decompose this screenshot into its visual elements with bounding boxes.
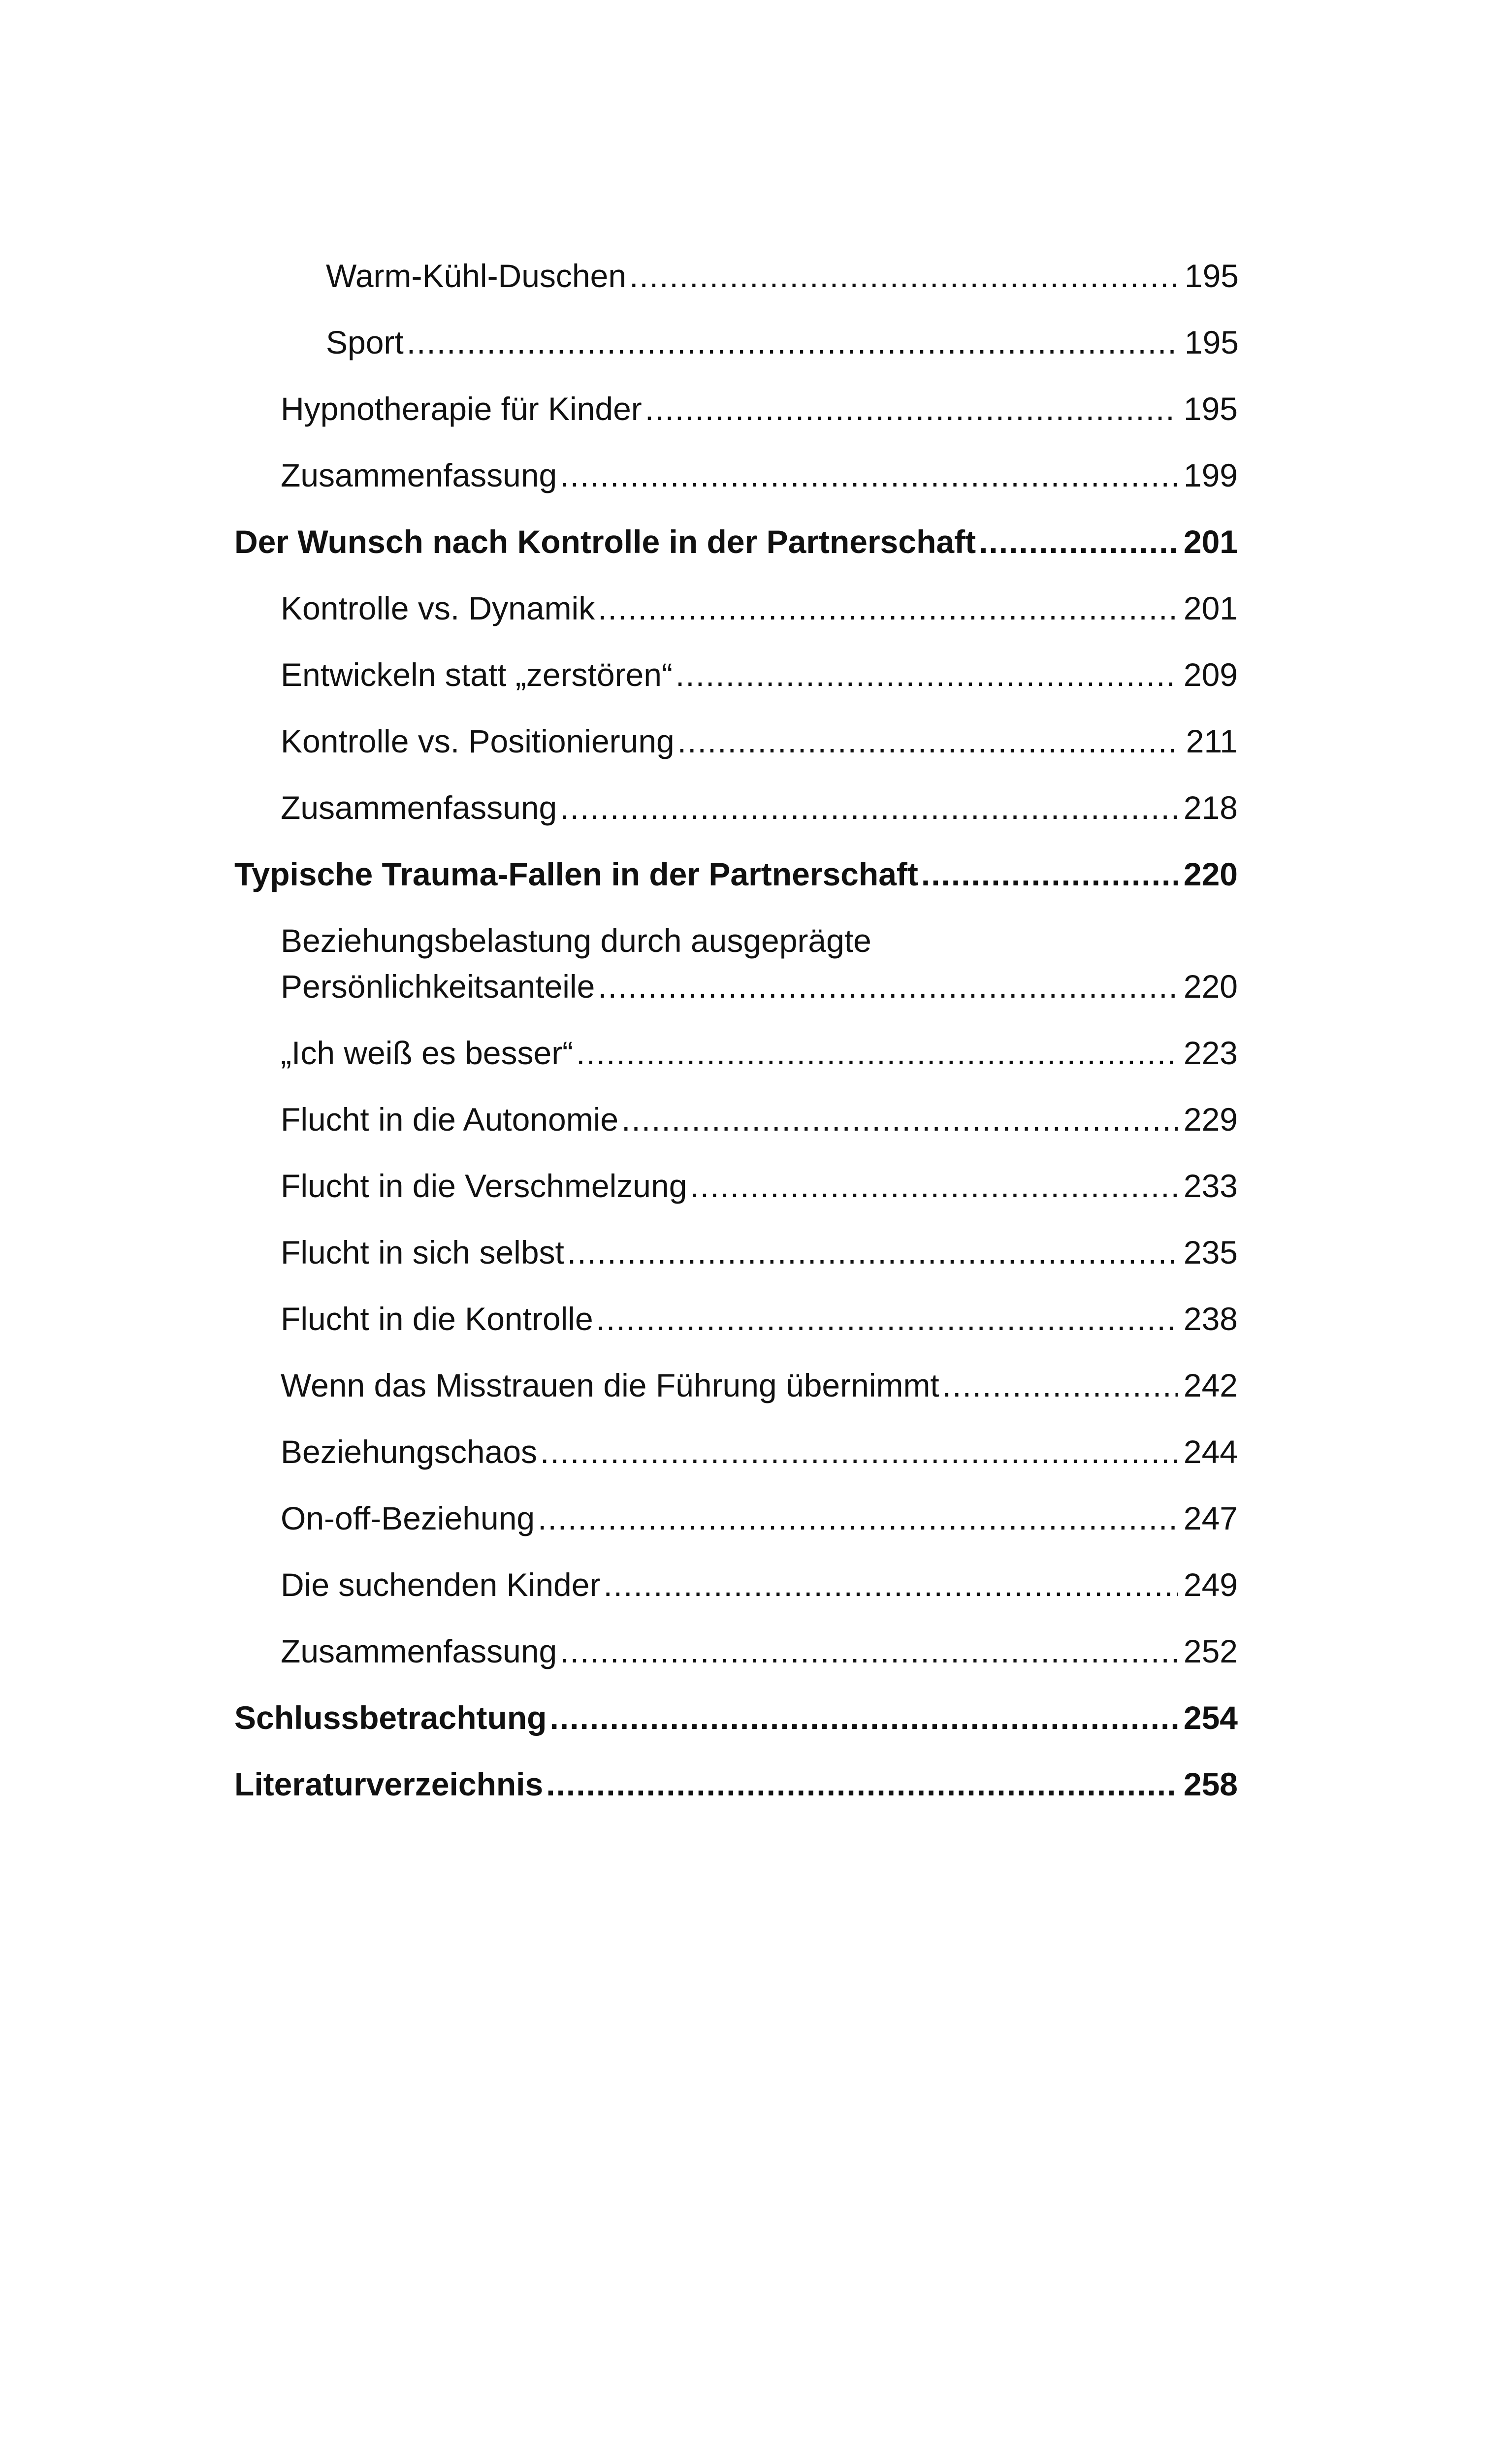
toc-entry-page: 235: [1183, 1234, 1238, 1270]
dot-leader: [676, 655, 1178, 694]
toc-entry-page: 199: [1183, 457, 1238, 493]
toc-entry-page: 211: [1186, 723, 1238, 759]
toc-entry-title: Zusammenfassung: [281, 789, 557, 826]
dot-leader: [567, 1233, 1178, 1272]
dot-leader: [645, 389, 1178, 428]
toc-entry-page: 254: [1183, 1699, 1238, 1736]
toc-entry-title: Persönlichkeitsanteile: [281, 968, 595, 1005]
toc-entry-title: Schlussbetrachtung: [234, 1699, 547, 1736]
dot-leader: [598, 967, 1178, 1006]
toc-entry-title: Hypnotherapie für Kinder: [281, 391, 642, 427]
toc-entry-title: Flucht in die Autonomie: [281, 1101, 619, 1138]
dot-leader: [621, 1100, 1178, 1139]
toc-entry-page: 201: [1183, 590, 1238, 626]
toc-entry-title: „Ich weiß es besser“: [281, 1035, 574, 1071]
toc-entry-title: Zusammenfassung: [281, 457, 557, 493]
dot-leader: [540, 1432, 1178, 1471]
dot-leader: [560, 788, 1178, 827]
dot-leader: [921, 854, 1178, 894]
dot-leader: [979, 522, 1178, 561]
toc-entry-page: 223: [1183, 1035, 1238, 1071]
toc-entry-title: Sport: [326, 324, 404, 360]
toc-entry-title: Typische Trauma-Fallen in der Partnerschaft: [234, 856, 918, 892]
dot-leader: [677, 721, 1178, 761]
toc-entry-page: 229: [1183, 1101, 1238, 1138]
toc-entry-page: 244: [1183, 1433, 1238, 1470]
toc-entry-title: Flucht in die Kontrolle: [281, 1301, 593, 1337]
toc-entry-title: Entwickeln statt „zerstören“: [281, 656, 673, 693]
toc-entry-page: 249: [1183, 1566, 1238, 1603]
toc-entry-page: 218: [1183, 789, 1238, 826]
toc-entry-title: Warm-Kühl-Duschen: [326, 258, 627, 294]
toc-entry-page: 258: [1183, 1766, 1238, 1802]
toc-entry-page: 242: [1183, 1367, 1238, 1403]
dot-leader: [596, 1299, 1178, 1338]
toc-entry-title-line1: Beziehungsbelastung durch ausgeprägte: [281, 922, 871, 959]
dot-leader: [942, 1366, 1178, 1405]
dot-leader: [560, 456, 1178, 495]
toc-entry-title: Wenn das Misstrauen die Führung übernimmt: [281, 1367, 939, 1403]
toc-entry-page: 220: [1183, 968, 1238, 1005]
toc-entry-page: 220: [1183, 856, 1238, 892]
toc-entry-page: 252: [1183, 1633, 1238, 1669]
toc-entry-page: 238: [1183, 1301, 1238, 1337]
dot-leader: [549, 1698, 1178, 1737]
toc-entry-title: Kontrolle vs. Positionierung: [281, 723, 675, 759]
dot-leader: [598, 588, 1178, 628]
toc-entry-title: Flucht in die Verschmelzung: [281, 1168, 687, 1204]
toc-entry-title: Beziehungschaos: [281, 1433, 538, 1470]
toc-entry-page: 233: [1183, 1168, 1238, 1204]
toc-entry-page: 195: [1183, 391, 1238, 427]
dot-leader: [407, 323, 1179, 362]
toc-entry-page: 195: [1184, 324, 1239, 360]
toc-entry-title: Flucht in sich selbst: [281, 1234, 564, 1270]
dot-leader: [603, 1565, 1178, 1604]
dot-leader: [546, 1764, 1178, 1804]
toc-entry-page: 247: [1183, 1500, 1238, 1536]
toc-entry-title: Kontrolle vs. Dynamik: [281, 590, 595, 626]
toc-entry-page: 209: [1183, 656, 1238, 693]
dot-leader: [690, 1166, 1178, 1205]
dot-leader: [560, 1631, 1178, 1671]
toc-entry-title: Die suchenden Kinder: [281, 1566, 601, 1603]
dot-leader: [629, 256, 1179, 295]
toc-entry-page: 201: [1183, 523, 1238, 560]
toc-entry-title: Der Wunsch nach Kontrolle in der Partnerschaft: [234, 523, 976, 560]
dot-leader: [576, 1033, 1178, 1073]
toc-entry-title: Zusammenfassung: [281, 1633, 557, 1669]
toc-entry-title: Literaturverzeichnis: [234, 1766, 544, 1802]
dot-leader: [538, 1498, 1178, 1538]
toc-entry-title: On-off-Beziehung: [281, 1500, 535, 1536]
toc-entry-page: 195: [1184, 258, 1239, 294]
